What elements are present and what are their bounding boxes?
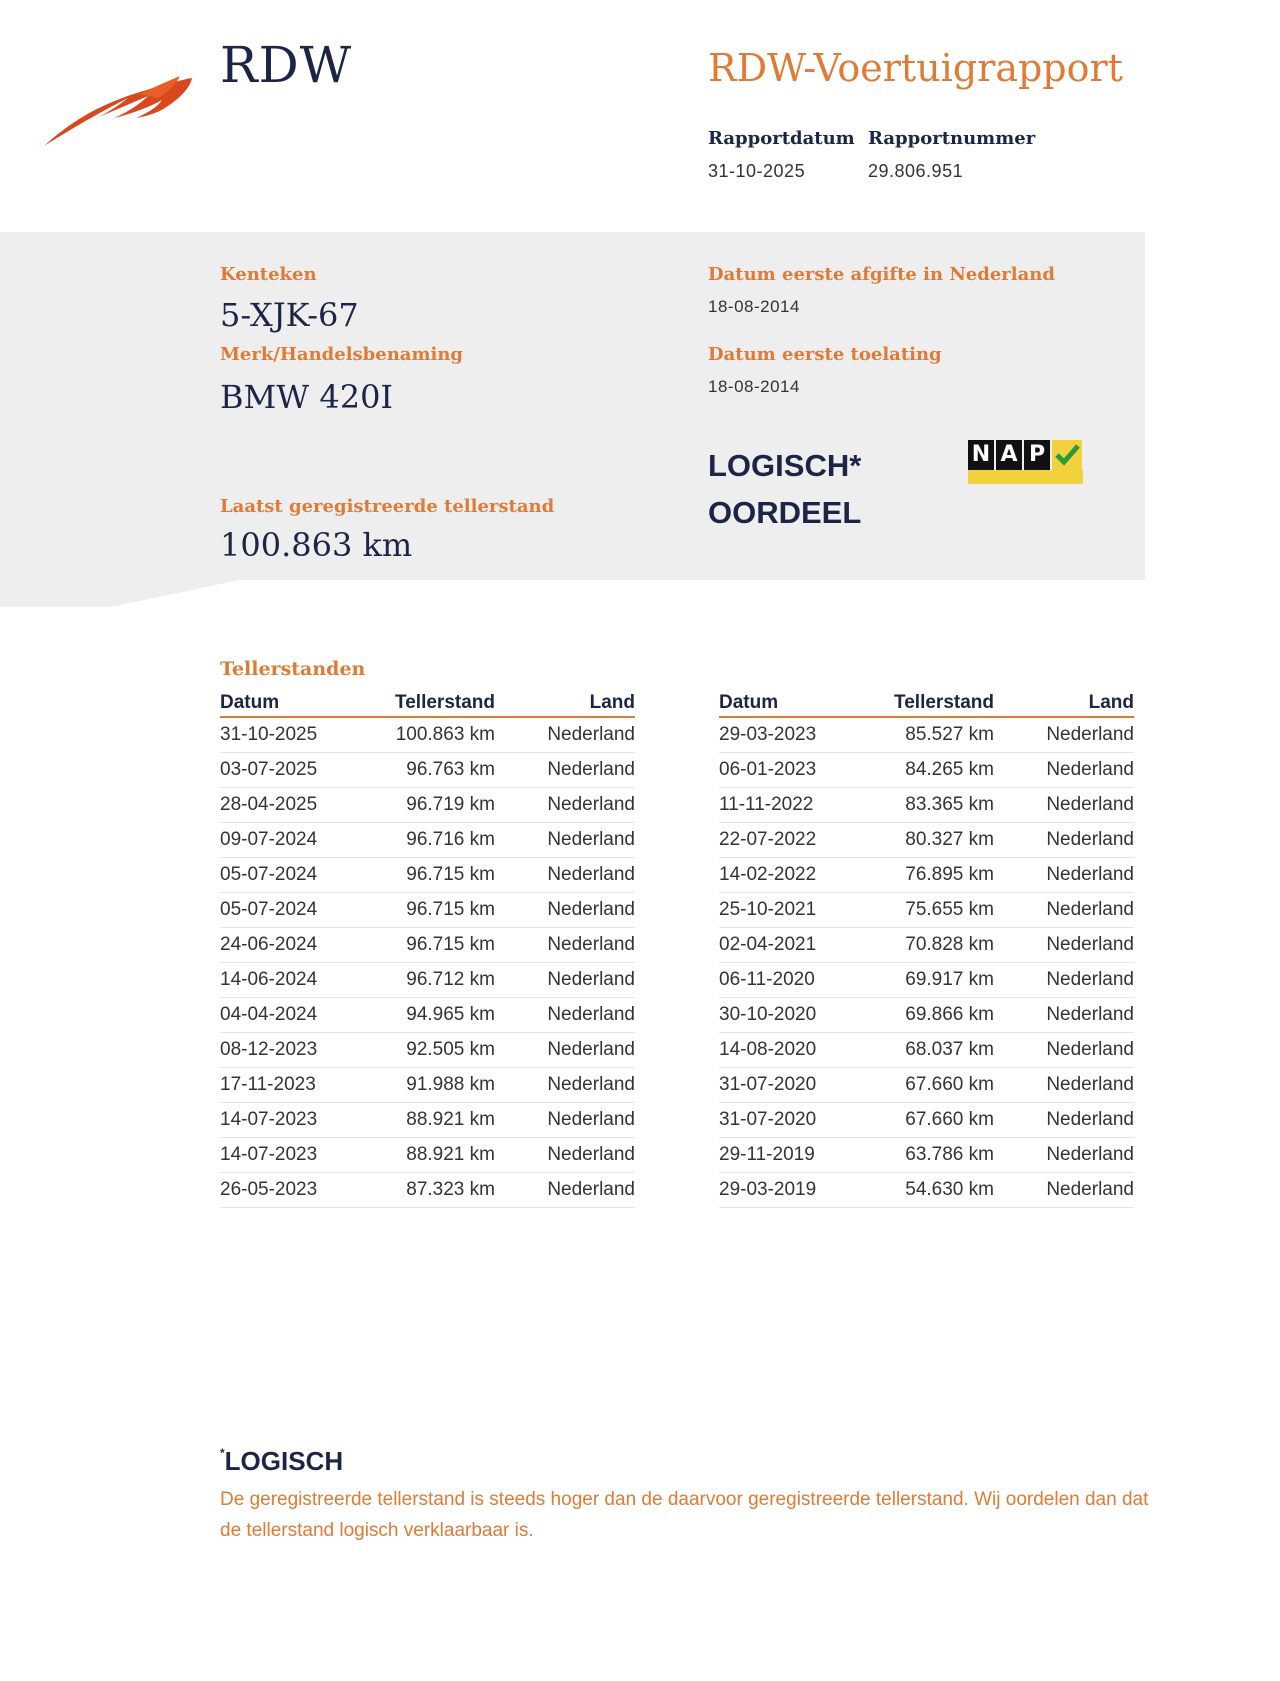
cell-date: 14-06-2024 bbox=[220, 963, 380, 998]
cell-country: Nederland bbox=[495, 788, 635, 823]
cell-country: Nederland bbox=[495, 1138, 635, 1173]
cell-date: 22-07-2022 bbox=[719, 823, 879, 858]
nap-letter-p: P bbox=[1024, 440, 1050, 470]
cell-reading: 88.921 km bbox=[380, 1138, 495, 1173]
brand-name: RDW bbox=[220, 36, 353, 94]
cell-reading: 100.863 km bbox=[380, 717, 495, 753]
cell-date: 30-10-2020 bbox=[719, 998, 879, 1033]
table-row bbox=[719, 998, 1134, 1033]
cell-reading: 70.828 km bbox=[879, 928, 994, 963]
report-date-value: 31-10-2025 bbox=[708, 161, 806, 181]
table-row bbox=[220, 928, 635, 963]
cell-reading: 96.715 km bbox=[380, 858, 495, 893]
header-country: Land bbox=[994, 688, 1134, 717]
cell-date: 29-11-2019 bbox=[719, 1138, 879, 1173]
cell-country: Nederland bbox=[495, 858, 635, 893]
cell-date: 14-07-2023 bbox=[220, 1138, 380, 1173]
cell-reading: 91.988 km bbox=[380, 1068, 495, 1103]
cell-date: 28-04-2025 bbox=[220, 788, 380, 823]
cell-country: Nederland bbox=[495, 823, 635, 858]
table-row bbox=[220, 788, 635, 823]
cell-country: Nederland bbox=[994, 753, 1134, 788]
table-row bbox=[220, 1173, 635, 1208]
nap-letter-n: N bbox=[968, 440, 994, 470]
cell-country: Nederland bbox=[495, 893, 635, 928]
cell-date: 24-06-2024 bbox=[220, 928, 380, 963]
cell-date: 05-07-2024 bbox=[220, 893, 380, 928]
footnote-title-text: LOGISCH bbox=[224, 1446, 344, 1476]
first-nl-label: Datum eerste afgifte in Nederland bbox=[708, 264, 1055, 285]
cell-reading: 76.895 km bbox=[879, 858, 994, 893]
make-label: Merk/Handelsbenaming bbox=[220, 344, 464, 365]
cell-country: Nederland bbox=[495, 928, 635, 963]
cell-date: 04-04-2024 bbox=[220, 998, 380, 1033]
table-row bbox=[719, 1033, 1134, 1068]
table-row bbox=[220, 1033, 635, 1068]
cell-reading: 67.660 km bbox=[879, 1068, 994, 1103]
cell-reading: 54.630 km bbox=[879, 1173, 994, 1208]
table-header-row bbox=[719, 688, 1134, 717]
header-date: Datum bbox=[220, 688, 380, 717]
cell-date: 06-01-2023 bbox=[719, 753, 879, 788]
cell-reading: 92.505 km bbox=[380, 1033, 495, 1068]
footnote-text: De geregistreerde tellerstand is steeds hoger dan de daarvoor geregistreerde tellerstand. Wij oordelen dan dat de tellerstand logisch verklaarbaar is. bbox=[220, 1489, 1149, 1541]
cell-reading: 85.527 km bbox=[879, 717, 994, 753]
cell-reading: 96.715 km bbox=[380, 893, 495, 928]
readings-title: Tellerstanden bbox=[220, 658, 366, 680]
table-row bbox=[719, 893, 1134, 928]
cell-country: Nederland bbox=[495, 998, 635, 1033]
cell-reading: 69.917 km bbox=[879, 963, 994, 998]
cell-country: Nederland bbox=[495, 1068, 635, 1103]
make-value: BMW 420I bbox=[220, 378, 394, 416]
cell-date: 31-07-2020 bbox=[719, 1068, 879, 1103]
cell-reading: 80.327 km bbox=[879, 823, 994, 858]
cell-date: 02-04-2021 bbox=[719, 928, 879, 963]
cell-country: Nederland bbox=[994, 1033, 1134, 1068]
table-row bbox=[719, 753, 1134, 788]
cell-country: Nederland bbox=[994, 1068, 1134, 1103]
cell-date: 08-12-2023 bbox=[220, 1033, 380, 1068]
report-date-label: Rapportdatum bbox=[708, 128, 855, 149]
panel-tab bbox=[0, 580, 110, 607]
report-number-value: 29.806.951 bbox=[868, 161, 964, 181]
cell-reading: 96.763 km bbox=[380, 753, 495, 788]
plate-label: Kenteken bbox=[220, 264, 317, 285]
table-row bbox=[220, 893, 635, 928]
cell-country: Nederland bbox=[994, 1103, 1134, 1138]
cell-reading: 63.786 km bbox=[879, 1138, 994, 1173]
table-row bbox=[719, 717, 1134, 753]
verdict-line1: LOGISCH* bbox=[708, 448, 862, 483]
cell-reading: 69.866 km bbox=[879, 998, 994, 1033]
table-row bbox=[719, 823, 1134, 858]
cell-reading: 68.037 km bbox=[879, 1033, 994, 1068]
cell-date: 14-02-2022 bbox=[719, 858, 879, 893]
table-row bbox=[719, 963, 1134, 998]
nap-logo bbox=[968, 440, 1083, 486]
nap-check-icon bbox=[1052, 440, 1082, 470]
footnote-title bbox=[220, 1446, 343, 1477]
table-row bbox=[220, 1103, 635, 1138]
cell-date: 14-07-2023 bbox=[220, 1103, 380, 1138]
report-number-block bbox=[868, 128, 1035, 182]
cell-reading: 94.965 km bbox=[380, 998, 495, 1033]
cell-date: 31-10-2025 bbox=[220, 717, 380, 753]
cell-date: 17-11-2023 bbox=[220, 1068, 380, 1103]
table-row bbox=[719, 928, 1134, 963]
report-date-block bbox=[708, 128, 855, 182]
cell-country: Nederland bbox=[994, 928, 1134, 963]
cell-country: Nederland bbox=[994, 823, 1134, 858]
odometer-value: 100.863 km bbox=[220, 526, 413, 564]
cell-country: Nederland bbox=[495, 963, 635, 998]
header-reading: Tellerstand bbox=[879, 688, 994, 717]
cell-country: Nederland bbox=[495, 1173, 635, 1208]
cell-date: 31-07-2020 bbox=[719, 1103, 879, 1138]
cell-reading: 87.323 km bbox=[380, 1173, 495, 1208]
table-header-row bbox=[220, 688, 635, 717]
first-admission-value: 18-08-2014 bbox=[708, 377, 800, 396]
odometer-label: Laatst geregistreerde tellerstand bbox=[220, 496, 555, 517]
cell-country: Nederland bbox=[994, 1173, 1134, 1208]
table-row bbox=[220, 753, 635, 788]
verdict-line2: OORDEEL bbox=[708, 495, 862, 530]
table-row bbox=[719, 788, 1134, 823]
panel-tab-slope bbox=[110, 580, 240, 607]
header-date: Datum bbox=[719, 688, 879, 717]
header-country: Land bbox=[495, 688, 635, 717]
cell-country: Nederland bbox=[994, 893, 1134, 928]
cell-date: 25-10-2021 bbox=[719, 893, 879, 928]
table-row bbox=[719, 1138, 1134, 1173]
cell-country: Nederland bbox=[994, 998, 1134, 1033]
nap-letter-a: A bbox=[996, 440, 1022, 470]
cell-reading: 96.715 km bbox=[380, 928, 495, 963]
cell-country: Nederland bbox=[495, 753, 635, 788]
cell-reading: 83.365 km bbox=[879, 788, 994, 823]
first-nl-value: 18-08-2014 bbox=[708, 297, 800, 316]
report-title: RDW-Voertuigrapport bbox=[708, 46, 1123, 90]
cell-reading: 75.655 km bbox=[879, 893, 994, 928]
cell-date: 06-11-2020 bbox=[719, 963, 879, 998]
nap-bar bbox=[968, 470, 1083, 484]
table-row bbox=[220, 1068, 635, 1103]
table-row bbox=[220, 963, 635, 998]
table-row bbox=[220, 717, 635, 753]
table-row bbox=[220, 1138, 635, 1173]
table-row bbox=[719, 858, 1134, 893]
table-row bbox=[220, 998, 635, 1033]
first-admission-label: Datum eerste toelating bbox=[708, 344, 942, 365]
cell-country: Nederland bbox=[994, 858, 1134, 893]
cell-reading: 67.660 km bbox=[879, 1103, 994, 1138]
cell-reading: 96.719 km bbox=[380, 788, 495, 823]
cell-reading: 84.265 km bbox=[879, 753, 994, 788]
plate-value: 5-XJK-67 bbox=[220, 296, 359, 334]
cell-date: 11-11-2022 bbox=[719, 788, 879, 823]
cell-date: 05-07-2024 bbox=[220, 858, 380, 893]
table-row bbox=[220, 858, 635, 893]
report-number-label: Rapportnummer bbox=[868, 128, 1036, 149]
table-row bbox=[719, 1068, 1134, 1103]
verdict bbox=[708, 442, 861, 536]
cell-date: 09-07-2024 bbox=[220, 823, 380, 858]
cell-reading: 88.921 km bbox=[380, 1103, 495, 1138]
rdw-logo-icon bbox=[40, 62, 200, 152]
cell-date: 29-03-2019 bbox=[719, 1173, 879, 1208]
cell-country: Nederland bbox=[994, 1138, 1134, 1173]
cell-date: 14-08-2020 bbox=[719, 1033, 879, 1068]
table-row bbox=[719, 1173, 1134, 1208]
table-row bbox=[719, 1103, 1134, 1138]
cell-country: Nederland bbox=[495, 1033, 635, 1068]
cell-date: 26-05-2023 bbox=[220, 1173, 380, 1208]
footnote-marker: * bbox=[220, 1446, 225, 1460]
cell-country: Nederland bbox=[994, 788, 1134, 823]
cell-country: Nederland bbox=[994, 717, 1134, 753]
cell-country: Nederland bbox=[994, 963, 1134, 998]
cell-reading: 96.716 km bbox=[380, 823, 495, 858]
cell-reading: 96.712 km bbox=[380, 963, 495, 998]
cell-country: Nederland bbox=[495, 1103, 635, 1138]
readings-table-right bbox=[719, 688, 1134, 1208]
cell-date: 29-03-2023 bbox=[719, 717, 879, 753]
header-reading: Tellerstand bbox=[380, 688, 495, 717]
readings-table-left bbox=[220, 688, 635, 1208]
cell-date: 03-07-2025 bbox=[220, 753, 380, 788]
table-row bbox=[220, 823, 635, 858]
cell-country: Nederland bbox=[495, 717, 635, 753]
